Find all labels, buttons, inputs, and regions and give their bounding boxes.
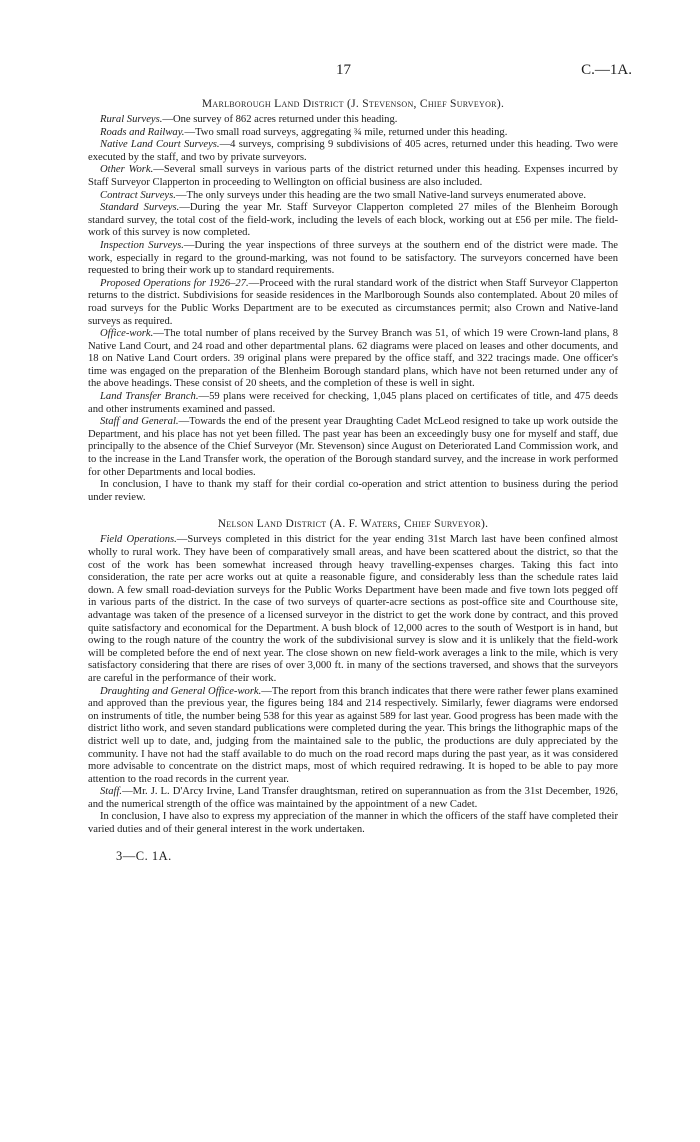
- paragraph-text: —During the year inspections of three surveys at the southern end of the district were made. The work, especially in regard to the ground-marking, was not found to be satisfactory. The surveyors concerned have been requested to bring their work up to standard requirements.: [88, 239, 619, 277]
- paragraph-heading: Contract Surveys.: [100, 189, 176, 201]
- paragraph-text: —Surveys completed in this district for the year ending 31st March last have been confined almost wholly to rural work. They have been of comparatively small areas, and have been scattered about the district, so that the cost of the work has been somewhat increased through heavy travelling-expenses charges. Taking this fact into consideration, the rate per acre works out at quite a reasonable figure, and considerably less than the schedule rates laid down. A few small road-deviation surveys for the Public Works Department have been made and five town lots pegged off in various parts of the district. In the case of two surveys of quarter-acre sections as post-office site and Courthouse site, advantage was taken of the presence of a licensed surveyor in the district to get the work done by contract, and this proved quite satisfactory and economical for the Department. A bush block of 12,000 acres to the south of Westport is in hand, but owing to the rough nature of the country the work of the subdivisional survey is slow and it is unlikely that the field-work will be completed before the end of next year. The close shown on new field-work averages a link to the mile, which is very satisfactory considering that there are rises of over 3,000 ft. in many of the sections traversed, and shows that the surveyors are careful in the performance of their work.: [88, 534, 618, 684]
- marlborough-paragraph: [88, 164, 618, 189]
- nelson-paragraph: [88, 686, 618, 787]
- paragraph-heading: Field Operations.: [100, 534, 177, 546]
- marlborough-paragraph: [88, 391, 618, 416]
- paragraph-text: —One survey of 862 acres returned under this heading.: [162, 114, 398, 125]
- marlborough-paragraph: [88, 479, 618, 504]
- paragraph-text: —Towards the end of the present year Draughting Cadet McLeod resigned to take up work outside the Department, and his place has not yet been filled. The past year has been an exceedingly busy one for myself and staff, due principally to the absence of the Chief Surveyor (Mr. Stevenson) since August on Deteriorated Land Commission work, and to the increase in the Land Transfer work, the operation of the Borough standard survey, and the increase in work performed for other Departments and local bodies.: [88, 416, 618, 478]
- marlborough-paragraph: [88, 240, 618, 278]
- page-header: [88, 58, 632, 88]
- marlborough-section-title: Marlborough Land District (J. Stevenson, Chief Surveyor).: [201, 98, 505, 110]
- document-reference: C.—1A.: [581, 62, 632, 78]
- marlborough-paragraph: [88, 328, 618, 391]
- paragraph-text: —The total number of plans received by the Survey Branch was 51, of which 19 were Crown-land plans, 8 Native Land Court, and 24 road and other departmental plans. 62 diagrams were placed on leases and other documents, and 18 on Native Land Court orders. 39 original plans were prepared by the office staff, and 322 tracings made. One officer's time was engaged on the preparation of the Blenheim Borough standard plans, which have not been returned under any of the above headings. These consist of 20 sheets, and the completion of these is well in sight.: [88, 328, 618, 390]
- paragraph-heading: Standard Surveys.: [100, 202, 180, 214]
- paragraph-text: —Two small road surveys, aggregating ¾ mile, returned under this heading.: [184, 126, 508, 138]
- paragraph-heading: Inspection Surveys.: [100, 239, 184, 251]
- marlborough-paragraph: [88, 416, 618, 479]
- paragraph-heading: Land Transfer Branch.: [100, 391, 199, 403]
- paragraph-heading: Proposed Operations for 1926–27.: [100, 277, 249, 289]
- paragraph-text: In conclusion, I have also to express my appreciation of the manner in which the officers of the staff have completed their varied duties and of their general interest in the work undertaken.: [88, 811, 618, 836]
- paragraph-text: —59 plans were received for checking, 1,045 plans placed on certificates of title, and 475 deeds and other instruments examined and passed.: [88, 391, 618, 415]
- paragraph-heading: Rural Surveys.: [100, 114, 163, 125]
- paragraph-text: —The report from this branch indicates that there were rather fewer plans examined and approved than the previous year, the figures being 184 and 214 respectively. Similarly, fewer diagrams were endorsed on instruments of title, the number being 538 for this year as against 589 for last year. Good progress has been made with the district litho work, and seven standard publications were completed during the year. This brings the lithographic maps of the district well up to date, and, judging from the maintained sale to the public, the productions are duly appreciated by the community. I have not had the staff available to do much on the road record maps during the past year, as it was considered more advisable to concentrate on the district maps, most of which required redrawing. It is hoped to be able to pay more attention to the road records in the current year.: [88, 685, 618, 785]
- paragraph-text: —4 surveys, comprising 9 subdivisions of 405 acres, returned under this heading. Two were executed by the staff, and two by private surveyors.: [88, 139, 618, 163]
- marlborough-section-body: [88, 114, 618, 504]
- footer-signature: 3—C. 1A.: [116, 848, 172, 863]
- marlborough-paragraph: [88, 202, 618, 240]
- nelson-paragraph: [88, 534, 618, 685]
- paragraph-heading: Roads and Railway.: [100, 126, 185, 138]
- paragraph-text: —During the year Mr. Staff Surveyor Clapperton completed 27 miles of the Blenheim Borough standard survey, the total cost of the field-work, including the levels of each block, working out at £56 per mile. The field-work of this survey is now completed.: [88, 202, 618, 239]
- page-number: 17: [336, 62, 351, 78]
- marlborough-paragraph: [88, 139, 618, 164]
- marlborough-paragraph: [88, 127, 618, 140]
- nelson-paragraph: [88, 786, 618, 811]
- nelson-paragraph: [88, 811, 618, 836]
- paragraph-heading: Office-work.: [100, 328, 154, 340]
- nelson-section-title: Nelson Land District (A. F. Waters, Chief Surveyor).: [217, 518, 489, 531]
- paragraph-heading: Draughting and General Office-work.: [100, 685, 262, 697]
- paragraph-text: —Several small surveys in various parts of the district returned under this heading. Expenses incurred by Staff Surveyor Clapperton in proceeding to Wellington on official business are also included.: [88, 164, 618, 188]
- paragraph-text: In conclusion, I have to thank my staff for their cordial co-operation and strict attention to business during the period under review.: [88, 479, 618, 503]
- document-page: [88, 58, 632, 864]
- paragraph-heading: Other Work.: [100, 164, 154, 176]
- marlborough-paragraph: [88, 190, 618, 203]
- paragraph-heading: Staff and General.: [100, 416, 179, 428]
- paragraph-heading: Native Land Court Surveys.: [100, 139, 220, 151]
- marlborough-paragraph: [88, 278, 618, 328]
- paragraph-text: —The only surveys under this heading are the two small Native-land surveys enumerated above.: [175, 189, 587, 201]
- paragraph-text: —Mr. J. L. D'Arcy Irvine, Land Transfer draughtsman, retired on superannuation as from the 31st December, 1926, and the numerical strength of the office was maintained by the appointment of a new Cadet.: [88, 786, 618, 810]
- nelson-section-body: [88, 534, 618, 836]
- paragraph-heading: Staff.: [100, 786, 123, 798]
- marlborough-paragraph: [88, 114, 618, 127]
- paragraph-text: —Proceed with the rural standard work of the district when Staff Surveyor Clapperton returns to the district. Subdivisions for seaside residences in the Marlborough Sounds also contemplated. About 20 miles of road surveys for the Public Works Department are to be executed as circumstances permit; also Crown and Native-land surveys as required.: [88, 277, 619, 327]
